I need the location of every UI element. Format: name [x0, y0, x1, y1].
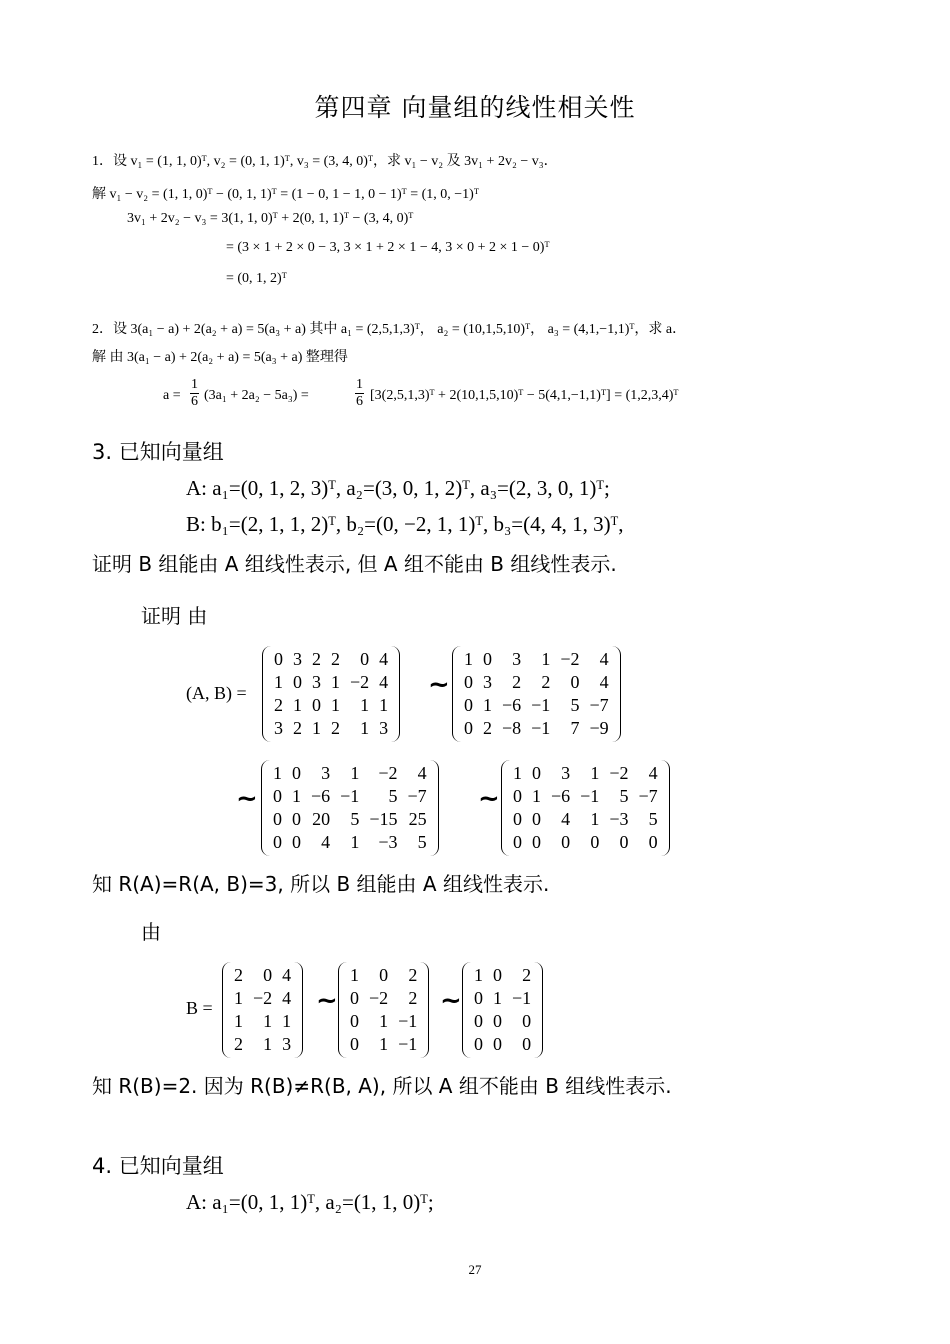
fraction-denominator: 6 — [191, 394, 198, 409]
matrix-cell: 1 — [293, 695, 302, 715]
row-equivalence-symbol: ~ — [478, 784, 500, 814]
problem-2-middle: (3a₁ + 2a₂ − 5a₃) = — [204, 388, 309, 403]
matrix-row — [459, 671, 614, 694]
matrix-cell: 2 — [274, 695, 283, 715]
matrix-cell: 0 — [513, 832, 522, 852]
matrix-cell: 1 — [464, 649, 473, 669]
matrix-cell: 1 — [234, 988, 243, 1008]
matrix-cell: −15 — [369, 809, 398, 829]
matrix-cell: 1 — [379, 695, 389, 715]
fraction-one-sixth-1 — [190, 377, 199, 410]
matrix-cell: 0 — [532, 832, 541, 852]
page-title: 第四章 向量组的线性相关性 — [314, 93, 636, 122]
matrix-cell: 3 — [312, 672, 321, 692]
matrix-cell: 3 — [274, 718, 283, 738]
matrix-row — [508, 808, 663, 831]
matrix-cell: −6 — [551, 786, 571, 806]
matrix-cell: 3 — [561, 763, 571, 783]
matrix-cell: 5 — [417, 832, 427, 852]
matrix-table — [469, 964, 536, 1056]
matrix-cell: 5 — [350, 809, 360, 829]
matrix-cell: 0 — [532, 763, 541, 783]
matrix-cell: 1 — [292, 786, 301, 806]
matrix-cell: 3 — [321, 763, 331, 783]
matrix-cell: 0 — [483, 649, 492, 669]
matrix-cell: 1 — [263, 1011, 273, 1031]
problem-2-question: 2．设 3(a₁ − a) + 2(a₂ + a) = 5(a₃ + a) 其中 a₁ = (2,5,1,3)ᵀ， a₂ = (10,1,5,10)ᵀ， a₃ = (4,1,−1,1)ᵀ，求 a． — [92, 322, 687, 337]
matrix-cell: 1 — [360, 695, 370, 715]
matrix-cell: −2 — [560, 649, 580, 669]
matrix-cell: −2 — [378, 763, 398, 783]
matrix-cell: 4 — [379, 672, 389, 692]
matrix-cell: 5 — [619, 786, 629, 806]
matrix-cell: 0 — [464, 695, 473, 715]
matrix-cell: 2 — [483, 718, 492, 738]
matrix-cell: −1 — [398, 1034, 418, 1054]
matrix-cell: 0 — [561, 832, 571, 852]
matrix-cell: 0 — [292, 809, 301, 829]
matrix-cell: 4 — [321, 832, 331, 852]
matrix-cell: 1 — [493, 988, 502, 1008]
matrix-b-3 — [462, 962, 543, 1058]
matrix-cell: −7 — [638, 786, 658, 806]
matrix-cell: −2 — [253, 988, 273, 1008]
matrix-cell: 1 — [474, 965, 483, 985]
matrix-cell: −7 — [407, 786, 427, 806]
matrix-cell: 0 — [350, 1034, 359, 1054]
matrix-cell: 1 — [360, 718, 370, 738]
matrix-cell: 0 — [513, 786, 522, 806]
problem-1-answer-line-1: 解 v₁ − v₂ = (1, 1, 0)ᵀ − (0, 1, 1)ᵀ = (1 − 0, 1 − 1, 0 − 1)ᵀ = (1, 0, −1)ᵀ — [92, 187, 479, 202]
matrix-table — [268, 762, 432, 854]
matrix-cell: 4 — [379, 649, 389, 669]
matrix-row — [229, 1033, 296, 1056]
matrix-cell: −2 — [369, 988, 389, 1008]
matrix-cell: 0 — [312, 695, 321, 715]
matrix-cell: 0 — [274, 649, 283, 669]
problem-1-answer-line-3: = (3 × 1 + 2 × 0 − 3, 3 × 1 + 2 × 1 − 4, 3 × 0 + 2 × 1 − 0)ᵀ — [226, 240, 550, 255]
matrix-row — [269, 717, 393, 740]
matrix-cell: −1 — [398, 1011, 418, 1031]
matrix-cell: −7 — [589, 695, 609, 715]
matrix-row — [345, 964, 422, 987]
problem-4-vector-group-a: A: a₁=(0, 1, 1)ᵀ, a₂=(1, 1, 0)ᵀ; — [186, 1190, 434, 1214]
matrix-row — [508, 762, 663, 785]
fraction-one-sixth-2 — [355, 377, 364, 410]
matrix-cell: 1 — [350, 763, 360, 783]
matrix-cell: 5 — [388, 786, 398, 806]
matrix-row — [459, 694, 614, 717]
matrix-cell: 0 — [464, 718, 473, 738]
matrix-row — [268, 785, 432, 808]
matrix-cell: 0 — [360, 649, 370, 669]
problem-3-claim: 证明 B 组能由 A 组线性表示, 但 A 组不能由 B 组线性表示. — [92, 552, 617, 576]
matrix-cell: 20 — [312, 809, 331, 829]
matrix-cell: 2 — [312, 649, 321, 669]
row-equivalence-symbol: ~ — [236, 784, 258, 814]
matrix-cell: 0 — [493, 1034, 502, 1054]
vector-group-b: B: b₁=(2, 1, 1, 2)ᵀ, b₂=(0, −2, 1, 1)ᵀ, b₃=(4, 4, 1, 3)ᵀ, — [186, 512, 624, 536]
matrix-row — [469, 987, 536, 1010]
matrix-cell: 2 — [293, 718, 302, 738]
matrix-cell: 0 — [590, 832, 600, 852]
matrix-cell: 0 — [474, 1034, 483, 1054]
matrix-cell: −6 — [502, 695, 522, 715]
matrix-cell: 1 — [263, 1034, 273, 1054]
matrix-table — [229, 964, 296, 1056]
matrix-cell: −1 — [340, 786, 360, 806]
matrix-cell: 4 — [561, 809, 571, 829]
matrix-cell: 0 — [648, 832, 658, 852]
matrix-ab-2 — [452, 646, 621, 742]
matrix-cell: 1 — [541, 649, 551, 669]
matrix-cell: 2 — [541, 672, 551, 692]
matrix-cell: 4 — [599, 672, 609, 692]
matrix-cell: 0 — [350, 1011, 359, 1031]
matrix-cell: 1 — [350, 965, 359, 985]
matrix-ab-1 — [262, 646, 400, 742]
matrix-row — [269, 694, 393, 717]
matrix-cell: 4 — [282, 988, 292, 1008]
fraction-numerator: 1 — [191, 377, 198, 392]
matrix-cell: −3 — [378, 832, 398, 852]
matrix-cell: 0 — [493, 965, 502, 985]
page-number: 27 — [468, 1262, 482, 1277]
row-equivalence-symbol: ~ — [316, 986, 338, 1016]
problem-2-lhs: a = — [163, 388, 181, 403]
matrix-table — [269, 648, 393, 740]
matrix-cell: 2 — [408, 988, 418, 1008]
matrix-cell: 2 — [512, 672, 522, 692]
matrix-cell: 3 — [483, 672, 492, 692]
augmented-matrix-label: (A, B) = — [186, 683, 247, 703]
matrix-cell: 0 — [474, 988, 483, 1008]
matrix-cell: 1 — [379, 1034, 389, 1054]
matrix-cell: −6 — [311, 786, 331, 806]
matrix-cell: 1 — [590, 763, 600, 783]
matrix-row — [469, 1033, 536, 1056]
row-equivalence-symbol: ~ — [440, 986, 462, 1016]
matrix-cell: 4 — [648, 763, 658, 783]
problem-1-answer-line-2: 3v₁ + 2v₂ − v₃ = 3(1, 1, 0)ᵀ + 2(0, 1, 1)ᵀ − (3, 4, 0)ᵀ — [127, 211, 414, 226]
matrix-row — [268, 808, 432, 831]
matrix-cell: 0 — [292, 763, 301, 783]
matrix-cell: −2 — [350, 672, 370, 692]
matrix-cell: 0 — [474, 1011, 483, 1031]
matrix-cell: 0 — [379, 965, 389, 985]
matrix-cell: −1 — [512, 988, 532, 1008]
matrix-cell: 0 — [292, 832, 301, 852]
matrix-cell: 2 — [331, 718, 340, 738]
matrix-cell: −1 — [580, 786, 600, 806]
matrix-cell: 5 — [570, 695, 580, 715]
matrix-row — [268, 762, 432, 785]
matrix-cell: 3 — [379, 718, 389, 738]
matrix-cell: 0 — [263, 965, 273, 985]
problem-4-heading: 4. 已知向量组 — [92, 1154, 224, 1178]
matrix-row — [229, 964, 296, 987]
matrix-ab-4 — [501, 760, 670, 856]
matrix-cell: 1 — [282, 1011, 292, 1031]
matrix-cell: 1 — [590, 809, 600, 829]
matrix-cell: 0 — [273, 786, 282, 806]
matrix-cell: 2 — [234, 1034, 243, 1054]
matrix-cell: −9 — [589, 718, 609, 738]
matrix-cell: 1 — [331, 672, 340, 692]
matrix-cell: 0 — [619, 832, 629, 852]
matrix-cell: 1 — [350, 832, 360, 852]
matrix-cell: 1 — [312, 718, 321, 738]
conclusion-1: 知 R(A)=R(A, B)=3, 所以 B 组能由 A 组线性表示. — [92, 872, 550, 896]
matrix-row — [229, 987, 296, 1010]
matrix-row — [345, 1033, 422, 1056]
matrix-cell: 3 — [512, 649, 522, 669]
you-label: 由 — [141, 920, 161, 944]
problem-2-answer-line-1: 解 由 3(a₁ − a) + 2(a₂ + a) = 5(a₃ + a) 整理得 — [92, 350, 348, 365]
matrix-ab-3 — [261, 760, 439, 856]
matrix-cell: 0 — [513, 809, 522, 829]
matrix-row — [269, 671, 393, 694]
matrix-cell: 1 — [331, 695, 340, 715]
matrix-row — [345, 1010, 422, 1033]
matrix-cell: 2 — [331, 649, 340, 669]
matrix-table — [345, 964, 422, 1056]
proof-label: 证明 由 — [141, 604, 208, 628]
matrix-cell: 0 — [522, 1011, 532, 1031]
matrix-b-label: B = — [186, 998, 213, 1018]
matrix-cell: 0 — [522, 1034, 532, 1054]
matrix-b-2 — [338, 962, 429, 1058]
matrix-cell: 5 — [648, 809, 658, 829]
matrix-cell: 4 — [417, 763, 427, 783]
matrix-cell: 2 — [522, 965, 532, 985]
matrix-row — [229, 1010, 296, 1033]
matrix-row — [268, 831, 432, 854]
matrix-cell: 4 — [282, 965, 292, 985]
matrix-cell: −1 — [531, 695, 551, 715]
matrix-row — [469, 964, 536, 987]
vector-group-a: A: a₁=(0, 1, 2, 3)ᵀ, a₂=(3, 0, 1, 2)ᵀ, a₃=(2, 3, 0, 1)ᵀ; — [186, 476, 610, 500]
matrix-cell: −3 — [609, 809, 629, 829]
matrix-b-1 — [222, 962, 303, 1058]
matrix-cell: −8 — [502, 718, 522, 738]
matrix-cell: 0 — [273, 832, 282, 852]
matrix-cell: 1 — [532, 786, 541, 806]
matrix-row — [508, 831, 663, 854]
matrix-cell: −1 — [531, 718, 551, 738]
fraction-denominator: 6 — [356, 394, 363, 409]
conclusion-2: 知 R(B)=2. 因为 R(B)≠R(B, A), 所以 A 组不能由 B 组线性表示. — [92, 1074, 672, 1098]
matrix-row — [345, 987, 422, 1010]
matrix-cell: 3 — [293, 649, 302, 669]
matrix-cell: 0 — [570, 672, 580, 692]
row-equivalence-symbol: ~ — [428, 670, 450, 700]
matrix-cell: 2 — [234, 965, 243, 985]
matrix-row — [469, 1010, 536, 1033]
matrix-row — [269, 648, 393, 671]
matrix-cell: 1 — [513, 763, 522, 783]
problem-1-answer-line-4: = (0, 1, 2)ᵀ — [226, 271, 287, 286]
matrix-cell: 3 — [282, 1034, 292, 1054]
matrix-cell: 0 — [350, 988, 359, 1008]
matrix-cell: 4 — [599, 649, 609, 669]
matrix-cell: 2 — [408, 965, 418, 985]
matrix-cell: 7 — [570, 718, 580, 738]
matrix-cell: 1 — [379, 1011, 389, 1031]
matrix-table — [459, 648, 614, 740]
fraction-numerator: 1 — [356, 377, 363, 392]
matrix-table — [508, 762, 663, 854]
matrix-cell: 0 — [464, 672, 473, 692]
problem-3-heading: 3. 已知向量组 — [92, 440, 224, 464]
problem-1-question: 1．设 v₁ = (1, 1, 0)ᵀ, v₂ = (0, 1, 1)ᵀ, v₃ = (3, 4, 0)ᵀ，求 v₁ − v₂ 及 3v₁ + 2v₂ − v₃． — [92, 154, 558, 169]
matrix-cell: 1 — [274, 672, 283, 692]
matrix-cell: 0 — [293, 672, 302, 692]
matrix-cell: 1 — [273, 763, 282, 783]
matrix-row — [459, 648, 614, 671]
matrix-cell: 0 — [493, 1011, 502, 1031]
matrix-row — [508, 785, 663, 808]
matrix-cell: 0 — [273, 809, 282, 829]
matrix-cell: 25 — [408, 809, 427, 829]
matrix-cell: 0 — [532, 809, 541, 829]
matrix-cell: 1 — [234, 1011, 243, 1031]
matrix-row — [459, 717, 614, 740]
matrix-cell: −2 — [609, 763, 629, 783]
matrix-cell: 1 — [483, 695, 492, 715]
problem-2-rhs: [3(2,5,1,3)ᵀ + 2(10,1,5,10)ᵀ − 5(4,1,−1,1)ᵀ] = (1,2,3,4)ᵀ — [370, 388, 679, 403]
